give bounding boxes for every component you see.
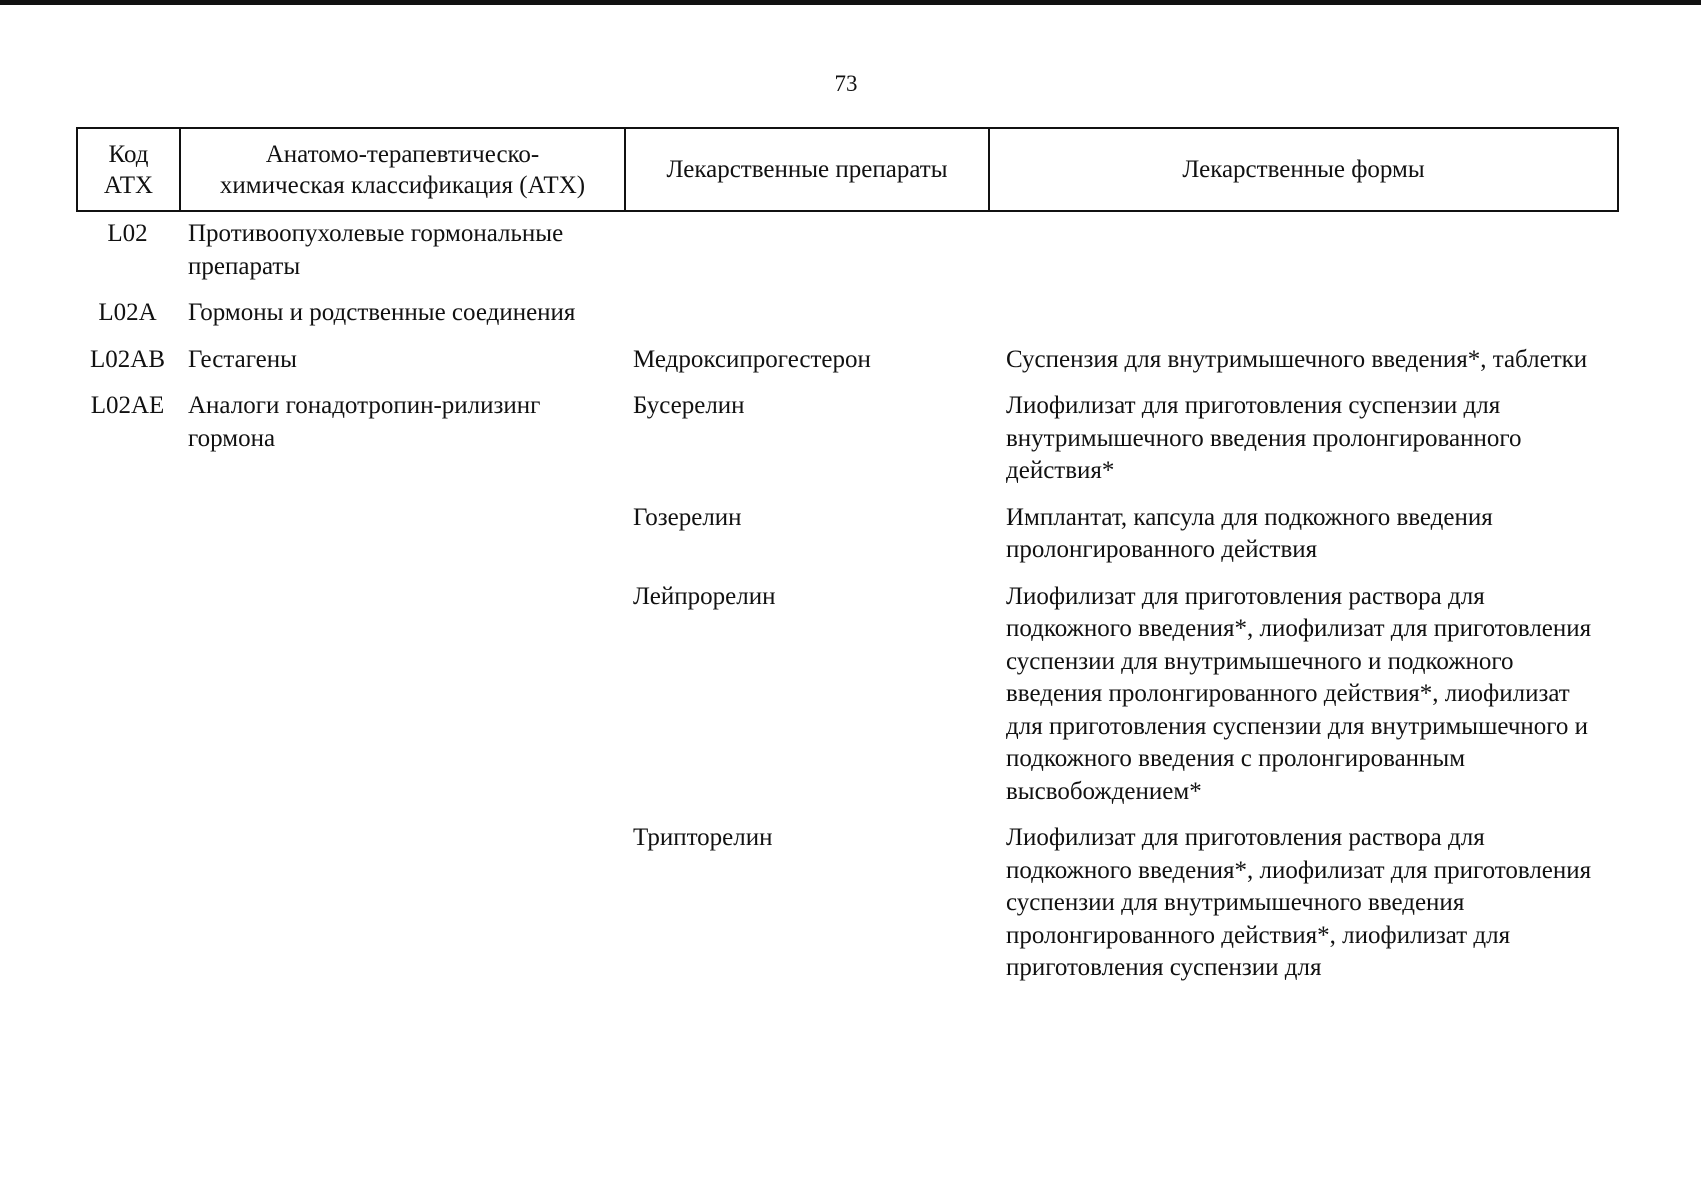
header-drugs: Лекарственные препараты bbox=[625, 128, 989, 211]
header-atx-line1: Анатомо-терапевтическо- bbox=[265, 140, 540, 168]
row-drug: Трипторелин bbox=[633, 824, 773, 851]
header-code-line1: Код bbox=[108, 140, 149, 168]
row-code bbox=[76, 502, 179, 581]
table-row bbox=[76, 218, 1617, 297]
row-form: Лиофилизат для приготовления раствора для подкожного введения*, лиофилизат для приготовления суспензии для внутримышечного и подкожного введения пролонгированного действия*, лиофилизат для приготовления суспензии для внутримышечного и подкожного введения с пролонгированным высвобождением* bbox=[1006, 582, 1592, 805]
header-atx bbox=[180, 128, 625, 211]
row-drug bbox=[624, 297, 988, 344]
row-form bbox=[988, 218, 1617, 297]
table-row bbox=[76, 344, 1617, 391]
row-code: L02 bbox=[107, 220, 148, 247]
header-code-line2: АТХ bbox=[103, 171, 154, 199]
row-atx: Гестагены bbox=[188, 345, 297, 373]
row-drug: Медроксипрогестерон bbox=[633, 345, 871, 373]
row-code: L02AE bbox=[90, 392, 165, 419]
table-row bbox=[76, 502, 1617, 581]
row-form bbox=[988, 297, 1617, 344]
row-atx: Аналоги гонадотропин-рилизинг гормона bbox=[188, 392, 541, 452]
row-atx: Гормоны и родственные соединения bbox=[188, 299, 576, 326]
header-code bbox=[77, 128, 180, 211]
row-atx bbox=[179, 822, 624, 999]
row-atx bbox=[179, 581, 624, 823]
row-form: Лиофилизат для приготовления суспензии для внутримышечного введения пролонгированного действия* bbox=[1006, 392, 1522, 484]
header-forms: Лекарственные формы bbox=[989, 128, 1618, 211]
page-top-edge bbox=[0, 0, 1701, 5]
table-row bbox=[76, 822, 1617, 999]
row-form: Имплантат, капсула для подкожного введения пролонгированного действия bbox=[1006, 503, 1493, 563]
table-header bbox=[76, 127, 1619, 212]
table-row bbox=[76, 581, 1617, 823]
row-code: L02AB bbox=[90, 345, 165, 373]
row-drug: Гозерелин bbox=[633, 503, 742, 531]
header-atx-line2: химическая классификация (АТХ) bbox=[219, 171, 586, 199]
table-row bbox=[76, 390, 1617, 502]
row-atx bbox=[179, 502, 624, 581]
row-form: Суспензия для внутримышечного введения*, таблетки bbox=[1006, 345, 1588, 373]
header-row bbox=[77, 128, 1618, 211]
row-form: Лиофилизат для приготовления раствора для подкожного введения*, лиофилизат для приготовления суспензии для внутримышечного введения пролонгированного действия*, лиофилизат для приготовления суспензии для bbox=[1006, 824, 1592, 981]
row-code bbox=[76, 822, 179, 999]
table-row bbox=[76, 297, 1617, 344]
row-code bbox=[76, 581, 179, 823]
row-drug bbox=[624, 218, 988, 297]
page-number: 73 bbox=[834, 71, 858, 96]
row-drug: Лейпрорелин bbox=[633, 582, 776, 610]
table-body bbox=[76, 218, 1617, 999]
row-drug: Бусерелин bbox=[633, 392, 745, 419]
row-code: L02A bbox=[98, 299, 157, 326]
row-atx: Противоопухолевые гормональные препараты bbox=[188, 220, 564, 280]
